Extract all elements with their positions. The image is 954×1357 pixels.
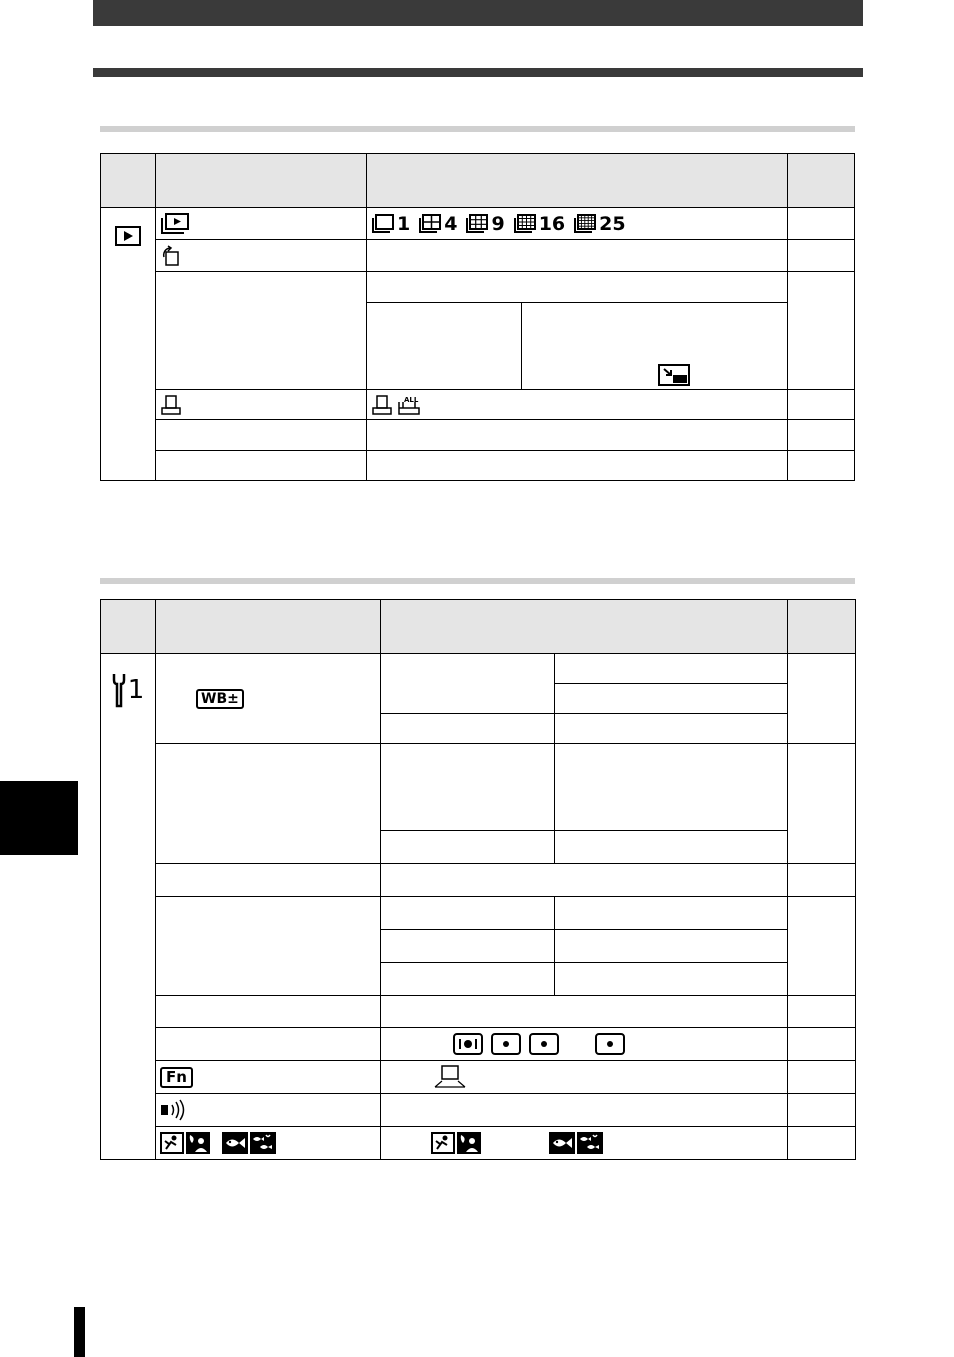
function-cell — [156, 864, 381, 897]
mode-label: 1 — [127, 675, 145, 705]
table-row — [101, 420, 855, 451]
sport-icon — [160, 1132, 184, 1154]
setting-cell — [367, 451, 788, 481]
function-cell — [156, 996, 381, 1028]
function-cell — [156, 1028, 381, 1061]
table-row — [101, 1028, 856, 1061]
setting-cell — [381, 996, 788, 1028]
ref-page-cell — [788, 996, 856, 1028]
index-16-option — [513, 213, 565, 235]
index-4-option — [418, 213, 457, 235]
setting-cell — [381, 1094, 788, 1127]
index-9-label: 9 — [491, 212, 505, 235]
sport-icon — [431, 1132, 455, 1154]
table-row — [101, 451, 855, 481]
custom-button-icon — [433, 1065, 467, 1089]
playback-menu-table — [100, 153, 855, 481]
index-25-label: 25 — [599, 212, 626, 235]
mode-cell — [101, 654, 156, 1160]
header-setting — [381, 600, 788, 654]
setting-cell — [381, 1127, 788, 1160]
setup-menu-table — [100, 599, 856, 1160]
index-1-icon — [371, 214, 395, 234]
setting-cell — [381, 1028, 788, 1061]
ref-page-cell — [788, 1061, 856, 1094]
index-16-label: 16 — [538, 212, 566, 235]
function-cell — [156, 1127, 381, 1160]
setting-subcell — [555, 963, 788, 996]
function-cell — [156, 654, 381, 744]
setting-subcell — [555, 897, 788, 930]
resize-icon — [658, 364, 690, 386]
underwater-icon — [549, 1132, 575, 1154]
setting-cell — [367, 272, 788, 303]
playback-icon — [115, 226, 141, 246]
setting-cell — [381, 897, 555, 930]
header-tab — [101, 154, 156, 208]
index-25-icon — [573, 214, 597, 234]
wb-adjust-icon: WB± — [196, 689, 244, 709]
header-setting — [367, 154, 788, 208]
table-row — [101, 864, 856, 897]
night-portrait-icon — [186, 1132, 210, 1154]
table-row — [101, 240, 855, 272]
print-all-icon — [397, 394, 423, 416]
header-function — [156, 154, 367, 208]
ref-page-cell — [788, 1127, 856, 1160]
ref-page-cell — [788, 420, 855, 451]
function-cell — [156, 451, 367, 481]
mode-cell — [101, 208, 156, 481]
beep-icon — [160, 1099, 188, 1121]
ref-page-cell — [788, 208, 855, 240]
table-row — [101, 1094, 856, 1127]
wrench-1-icon — [112, 672, 126, 708]
function-cell — [156, 1061, 381, 1094]
index-1-label: 1 — [397, 212, 411, 235]
function-cell — [156, 240, 367, 272]
setting-cell — [367, 240, 788, 272]
table-row — [101, 1127, 856, 1160]
print-order-icon — [160, 394, 182, 416]
ref-page-cell — [788, 744, 856, 864]
setting-cell — [381, 864, 788, 897]
setting-cell — [367, 208, 788, 240]
setting-subcell — [555, 930, 788, 963]
ref-page-cell — [788, 1094, 856, 1127]
index-9-icon — [465, 214, 489, 234]
fn-button-icon: Fn — [160, 1067, 193, 1088]
table-row — [101, 272, 855, 303]
section-rule — [100, 126, 855, 132]
underwater-icon — [222, 1132, 248, 1154]
index-4-label: 4 — [444, 212, 458, 235]
table-row — [101, 897, 856, 930]
spot-metering-icon — [529, 1033, 559, 1055]
setting-subcell — [555, 654, 788, 684]
table-row — [101, 654, 856, 684]
chapter-tab — [0, 781, 78, 855]
setting-cell — [367, 390, 788, 420]
table-row — [101, 1061, 856, 1094]
header-ref-page — [788, 600, 856, 654]
esp-metering-icon — [453, 1033, 483, 1055]
header-bar — [93, 0, 863, 26]
ref-page-cell — [788, 272, 855, 390]
index-4-icon — [418, 214, 442, 234]
header-function — [156, 600, 381, 654]
table-row — [101, 996, 856, 1028]
page-footer-mark — [74, 1307, 85, 1357]
table-row — [101, 744, 856, 831]
header-ref-page — [788, 154, 855, 208]
table-row — [101, 390, 855, 420]
setting-subcell — [555, 714, 788, 744]
underwater-macro-icon — [250, 1132, 276, 1154]
header-underline — [93, 68, 863, 77]
table-row — [101, 208, 855, 240]
ref-page-cell — [788, 240, 855, 272]
setting-subcell — [522, 303, 788, 390]
setting-cell — [381, 1061, 788, 1094]
underwater-macro-icon — [577, 1132, 603, 1154]
setting-subcell — [367, 303, 522, 390]
rotate-icon — [160, 245, 182, 267]
function-cell — [156, 272, 367, 390]
function-cell — [156, 390, 367, 420]
night-portrait-icon — [457, 1132, 481, 1154]
setting-cell — [381, 654, 555, 714]
ref-page-cell — [788, 451, 855, 481]
index-1-option — [371, 213, 410, 235]
ref-page-cell — [788, 1028, 856, 1061]
function-cell — [156, 420, 367, 451]
setting-cell — [367, 420, 788, 451]
function-cell — [156, 897, 381, 996]
section-rule — [100, 578, 855, 584]
setting-subcell — [555, 744, 788, 831]
setting-subcell — [555, 831, 788, 864]
spot-metering-icon — [595, 1033, 625, 1055]
svg-text:ALL: ALL — [404, 395, 419, 404]
ref-page-cell — [788, 654, 856, 744]
ref-page-cell — [788, 390, 855, 420]
setting-cell — [381, 963, 555, 996]
index-9-option — [465, 213, 504, 235]
index-display-icon — [160, 213, 190, 235]
index-16-icon — [513, 214, 537, 234]
ref-page-cell — [788, 864, 856, 897]
function-cell — [156, 744, 381, 864]
print-single-icon — [371, 394, 393, 416]
setting-cell — [381, 744, 555, 831]
function-cell — [156, 208, 367, 240]
setting-cell — [381, 831, 555, 864]
function-cell — [156, 1094, 381, 1127]
setting-subcell — [555, 684, 788, 714]
ref-page-cell — [788, 897, 856, 996]
setting-cell — [381, 930, 555, 963]
header-tab — [101, 600, 156, 654]
setting-cell — [381, 714, 555, 744]
index-25-option — [573, 213, 625, 235]
spot-metering-icon — [491, 1033, 521, 1055]
